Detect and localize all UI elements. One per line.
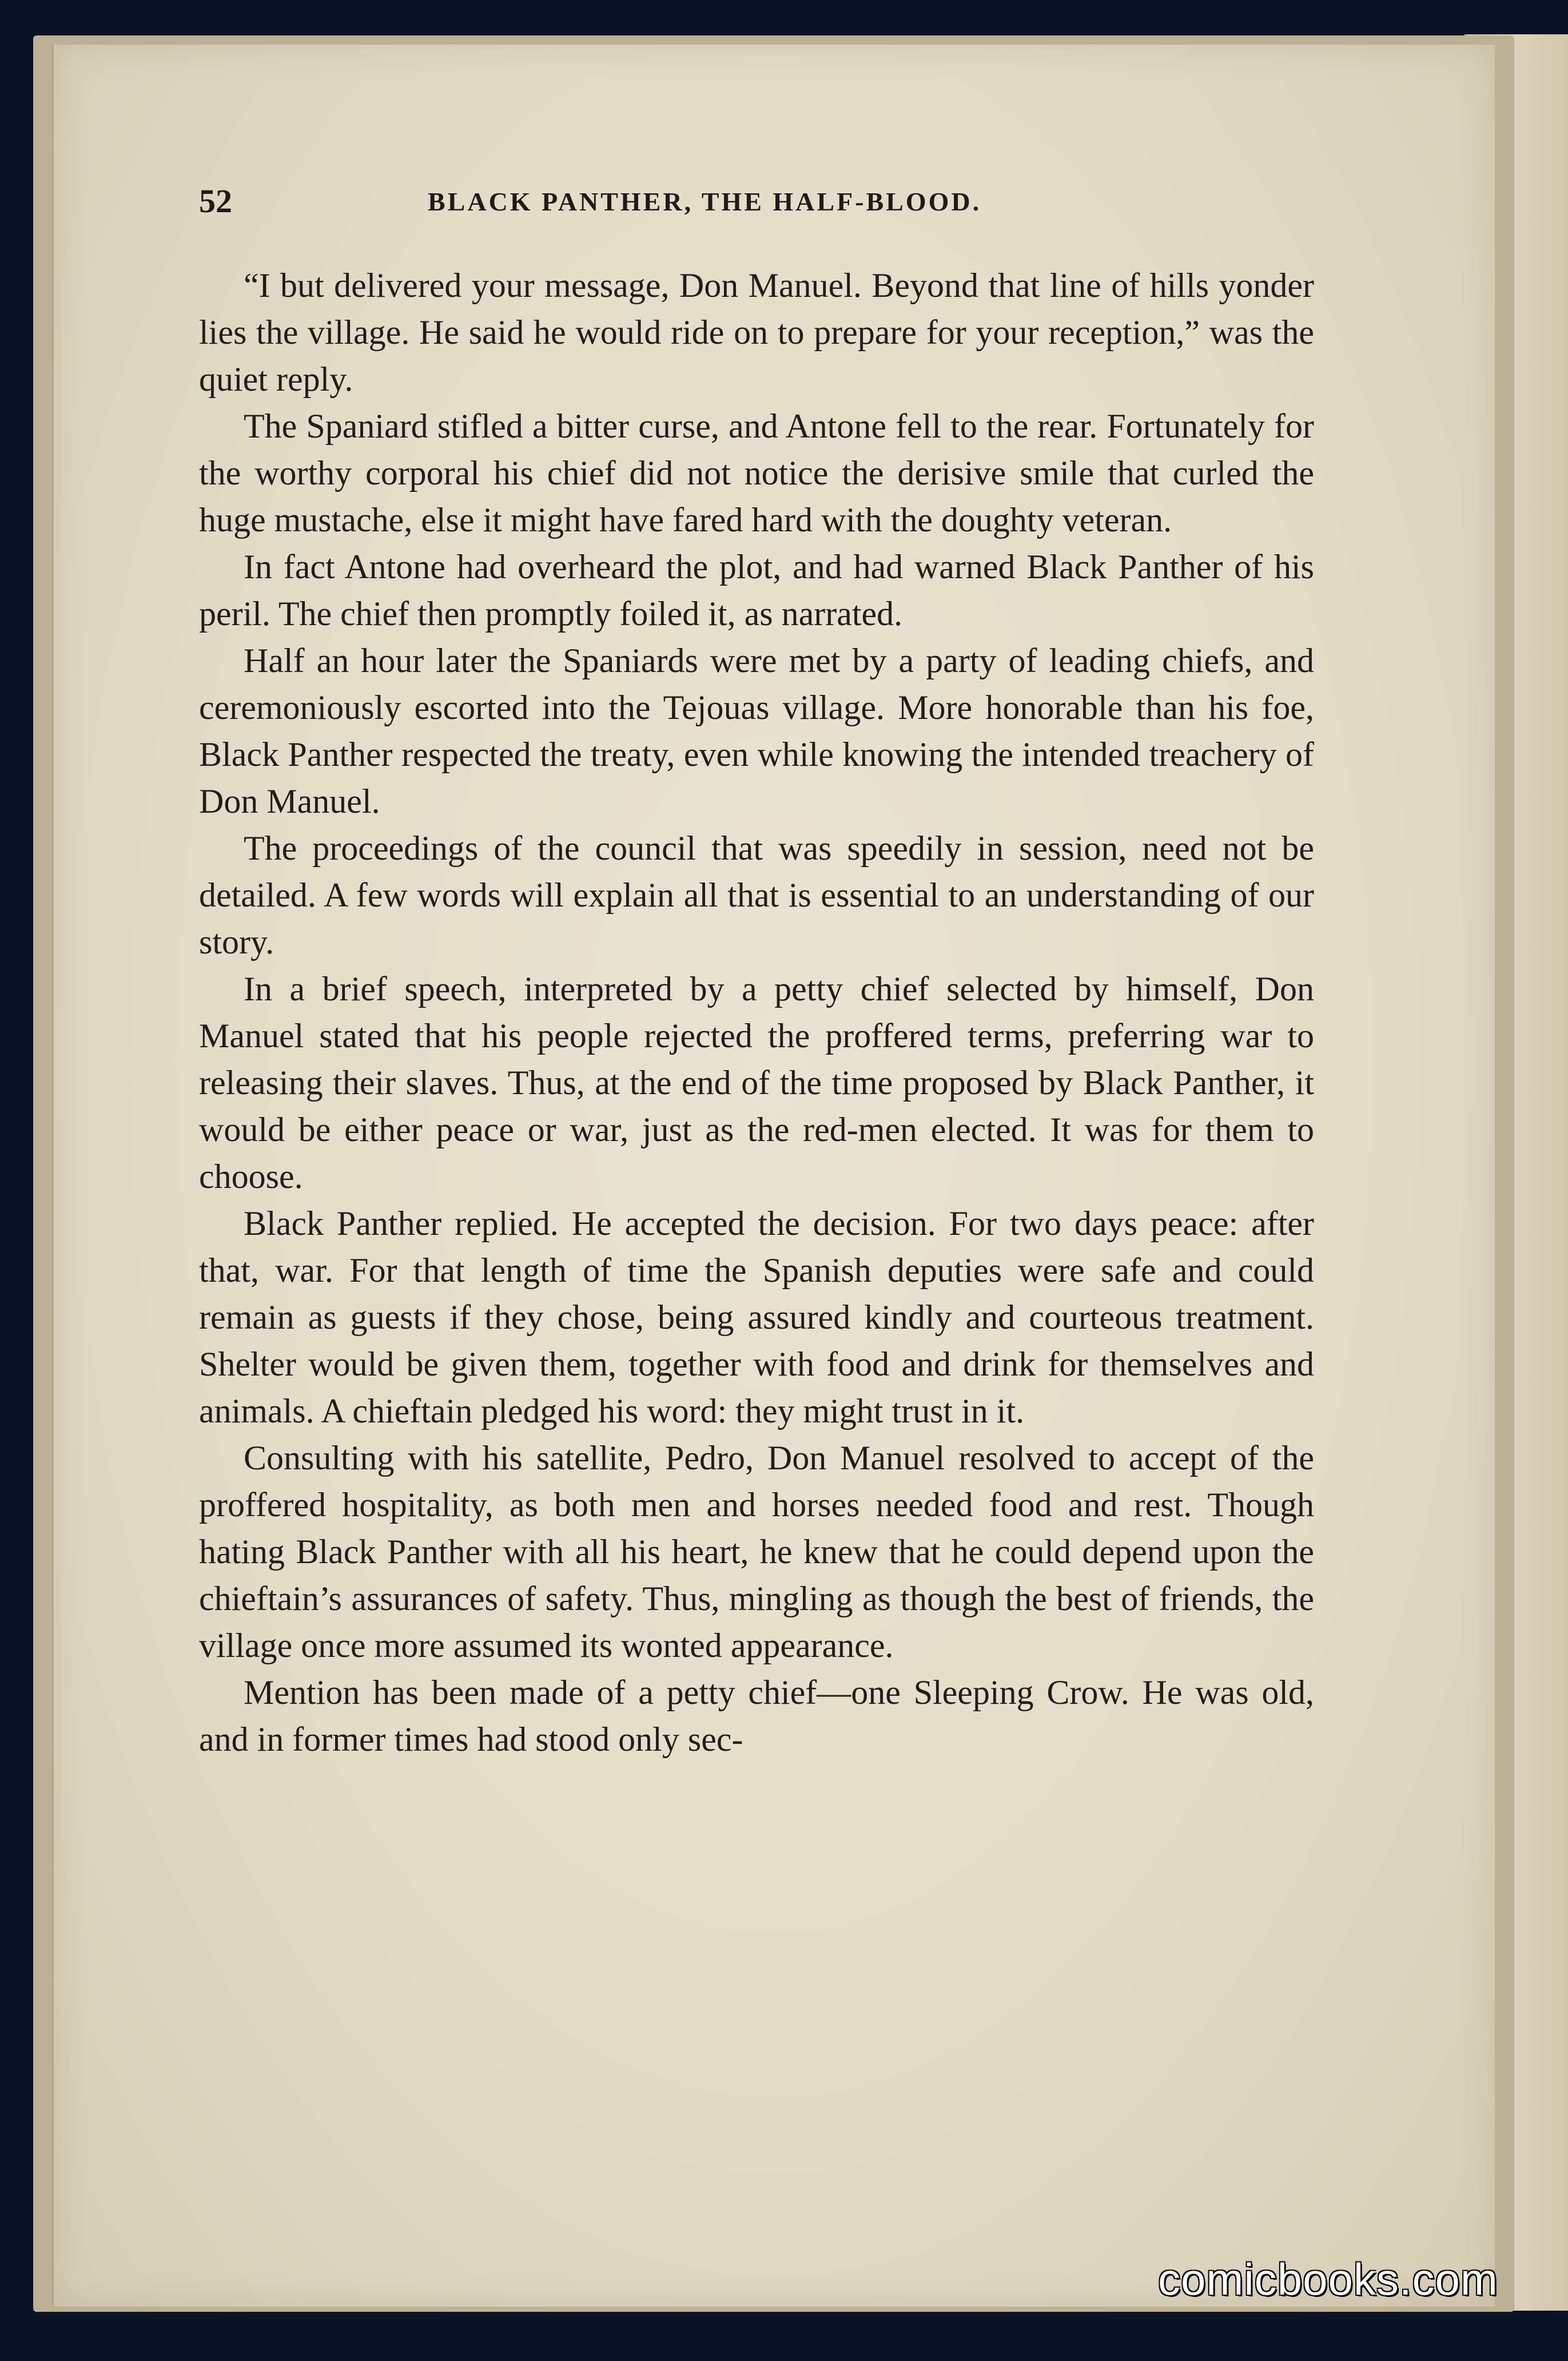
paragraph: “I but delivered your message, Don Manuel. Beyond that line of hills yonder lies the village. He said he would ride on to prepare for your reception,” was the quiet reply. bbox=[199, 267, 1314, 398]
paragraph: Half an hour later the Spaniards were met by a party of leading chiefs, and ceremoniously escorted into the Tejouas village. More honorable than his foe, Black Panther respected the treaty, even while knowing the intended treachery of Don Manuel. bbox=[199, 642, 1314, 820]
paragraph: The Spaniard stifled a bitter curse, and Antone fell to the rear. Fortunately for the worthy corporal his chief did not notice the derisive smile that curled the huge mustache, else it might have fared hard with the doughty veteran. bbox=[199, 407, 1314, 539]
page-header bbox=[199, 182, 1314, 228]
running-title: BLACK PANTHER, THE HALF-BLOOD. bbox=[428, 187, 982, 216]
paragraph: Consulting with his satellite, Pedro, Don Manuel resolved to accept of the proffered hospitality, as both men and horses needed food and rest. Though hating Black Panther with all his heart, he knew that he could depend upon the chieftain’s assurances of safety. Thus, mingling as though the best of friends, the village once more assumed its wonted appearance. bbox=[199, 1439, 1314, 1664]
paragraph: In a brief speech, interpreted by a petty chief selected by himself, Don Manuel stated that his people rejected the proffered terms, preferring war to releasing their slaves. Thus, at the end of the time proposed by Black Panther, it would be either peace or war, just as the red-men elected. It was for them to choose. bbox=[199, 970, 1314, 1195]
paragraph: Black Panther replied. He accepted the decision. For two days peace: after that, war. For that length of time the Spanish deputies were safe and could remain as guests if they chose, being assured kindly and courteous treatment. Shelter would be given them, together with food and drink for themselves and animals. A chieftain pledged his word: they might trust in it. bbox=[199, 1205, 1314, 1430]
paragraph: The proceedings of the council that was speedily in session, need not be detailed. A few words will explain all that is essential to an understanding of our story. bbox=[199, 829, 1314, 961]
paragraph: Mention has been made of a petty chief—one Sleeping Crow. He was old, and in former times had stood only sec- bbox=[199, 1674, 1314, 1758]
page-number: 52 bbox=[199, 182, 232, 220]
watermark: comicbooks.com bbox=[1158, 2254, 1498, 2304]
paragraph: In fact Antone had overheard the plot, and had warned Black Panther of his peril. The chief then promptly foiled it, as narrated. bbox=[199, 548, 1314, 633]
body-text bbox=[199, 262, 1314, 1763]
